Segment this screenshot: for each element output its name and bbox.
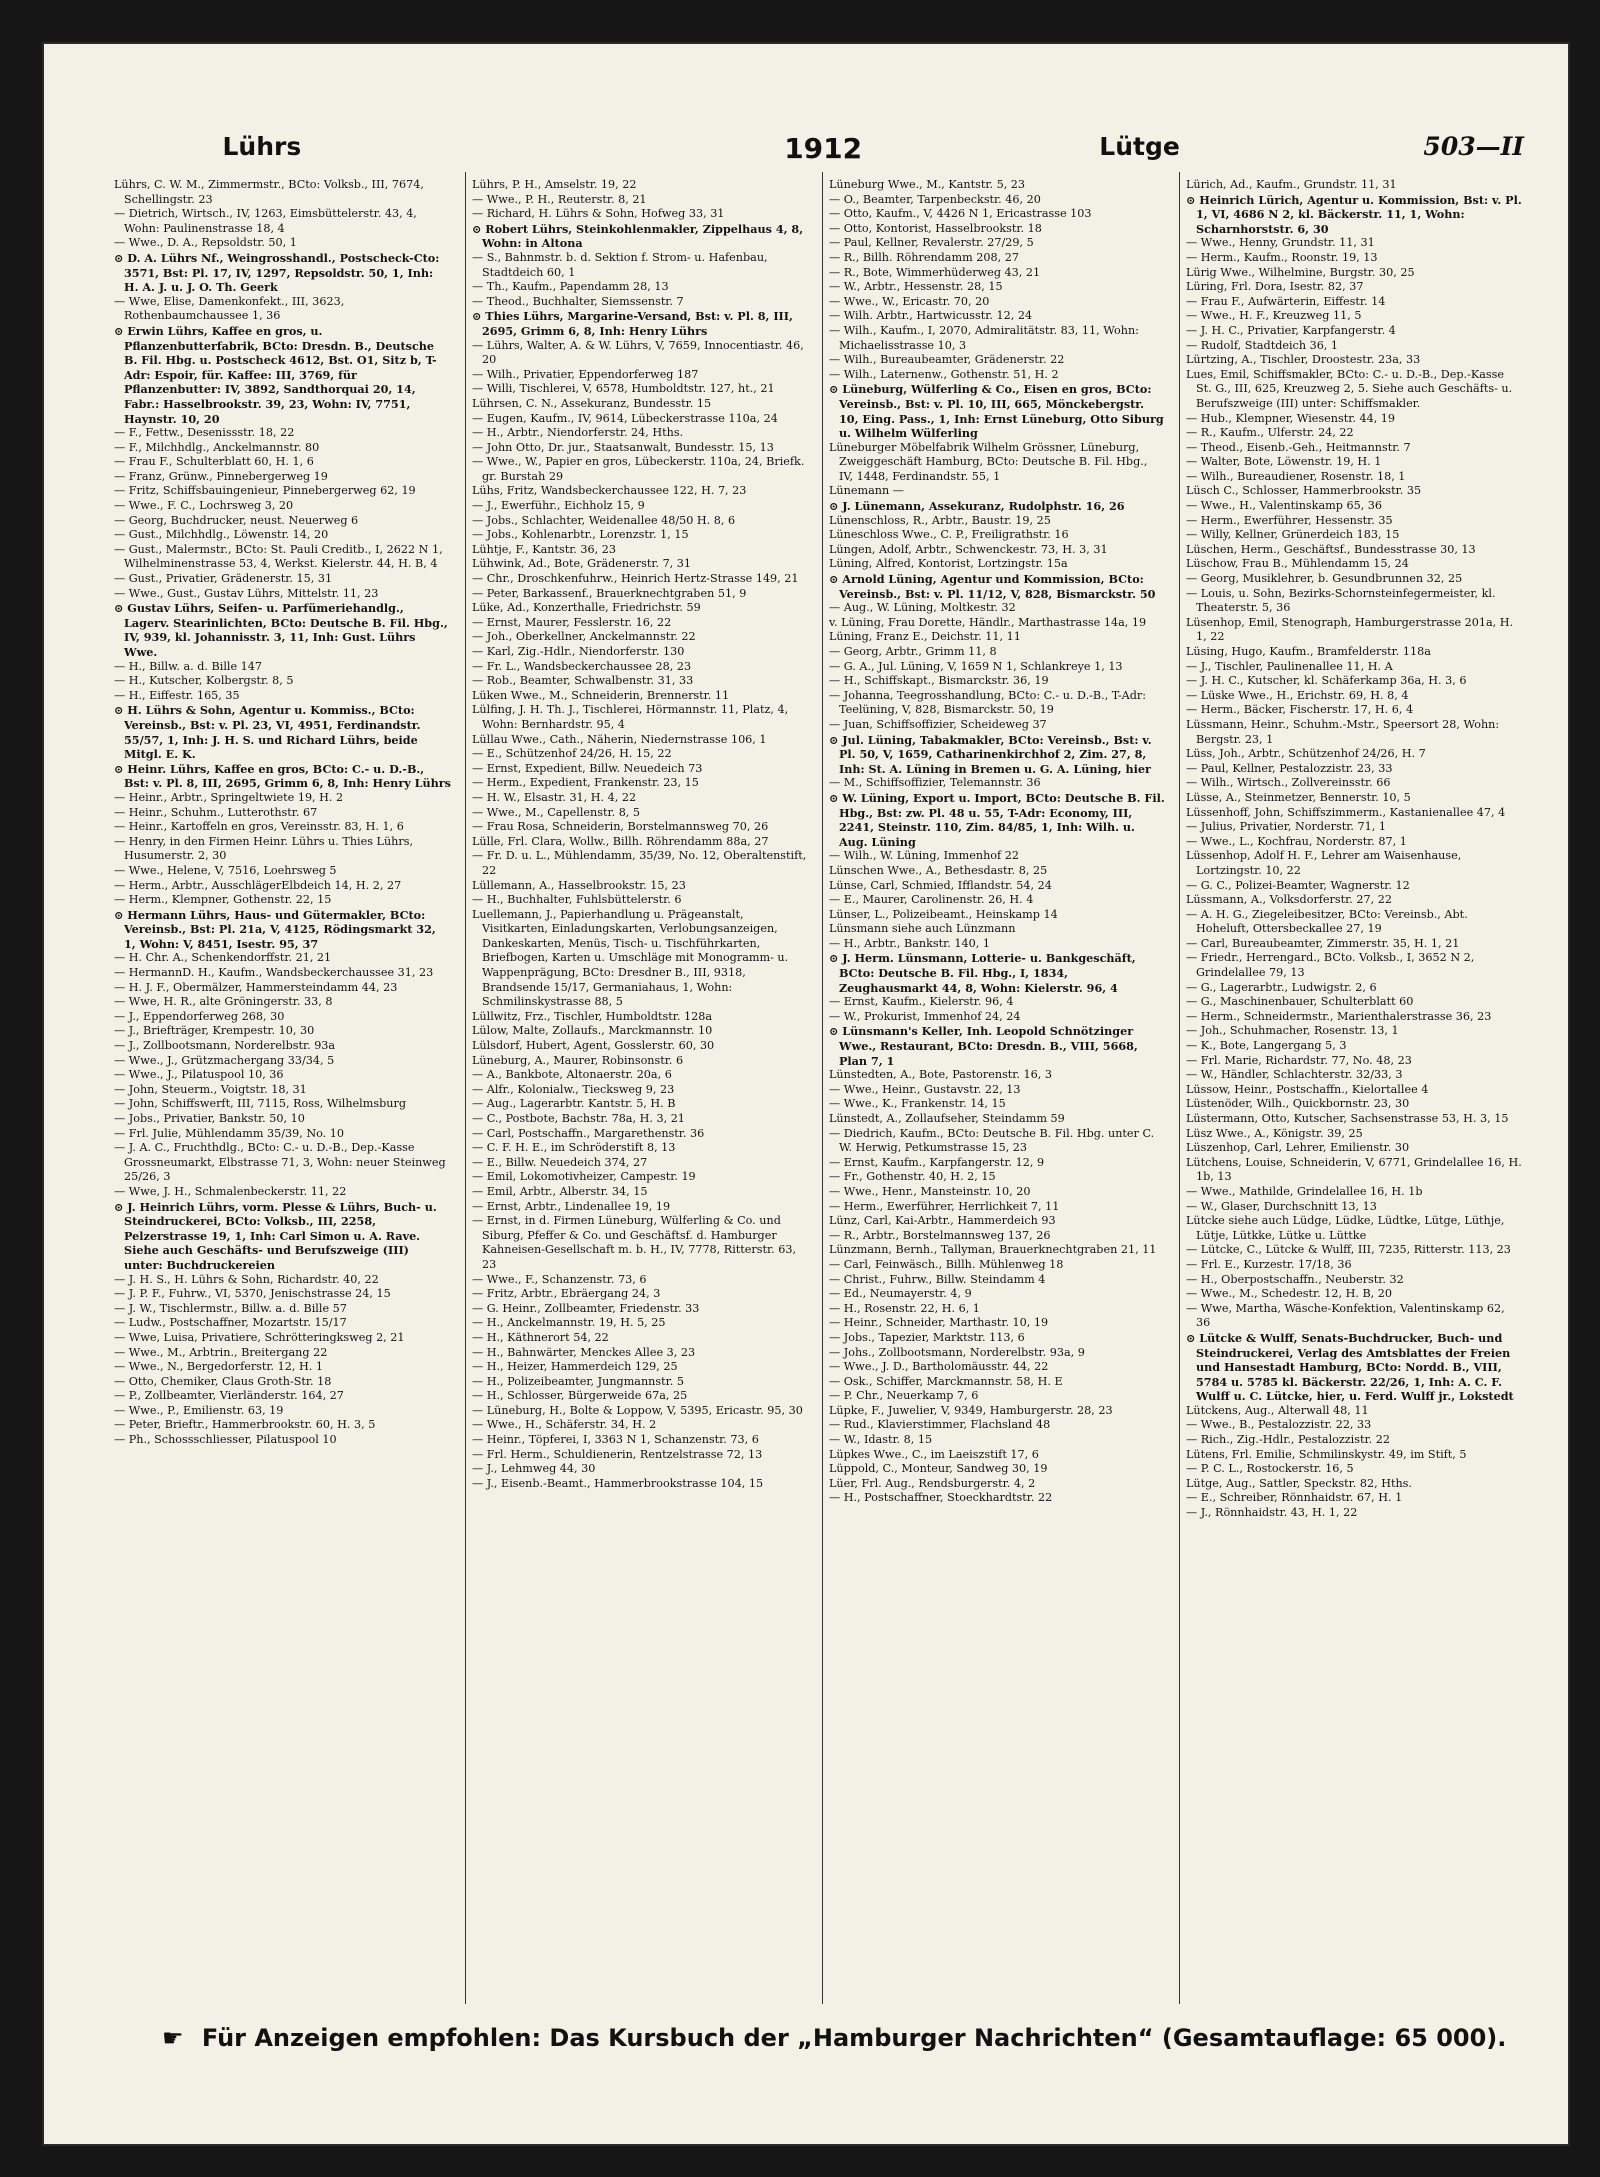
directory-entry: — J. H. C., Kutscher, kl. Schäferkamp 36a, H. 3, 6 (1186, 674, 1467, 688)
directory-entry: — Wwe., J., Pilatuspool 10, 36 (114, 1068, 284, 1082)
directory-entry: — Frl. Marie, Richardstr. 77, No. 48, 23 (1186, 1053, 1412, 1067)
directory-entry: — W., Arbtr., Hessenstr. 28, 15 (829, 280, 1003, 294)
directory-entry: Lüsing, Hugo, Kaufm., Bramfelderstr. 118a (1186, 645, 1431, 658)
directory-entry: Lüngen, Adolf, Arbtr., Schwenckestr. 73, H. 3, 31 (829, 542, 1108, 556)
directory-entry: — Wwe., Henr., Mansteinstr. 10, 20 (829, 1184, 1031, 1198)
entry-columns (108, 172, 1526, 2004)
directory-entry: Lühtje, F., Kantstr. 36, 23 (472, 542, 617, 556)
directory-entry: — Herm., Bäcker, Fischerstr. 17, H. 6, 4 (1186, 703, 1414, 717)
directory-entry: — Rich., Zig.-Hdlr., Pestalozzistr. 22 (1186, 1433, 1390, 1447)
header-last-name: Lütge (1099, 132, 1180, 161)
directory-entry: — C., Postbote, Bachstr. 78a, H. 3, 21 (472, 1112, 685, 1125)
directory-entry: — O., Beamter, Tarpenbeckstr. 46, 20 (829, 192, 1041, 206)
directory-entry: Lüneschloss Wwe., C. P., Freiligrathstr. 16 (829, 528, 1069, 542)
directory-entry: — Paul, Kellner, Revalerstr. 27/29, 5 (829, 236, 1034, 250)
directory-entry: — H., Käthnerort 54, 22 (472, 1330, 609, 1344)
directory-entry: — Rud., Klavierstimmer, Flachsland 48 (829, 1418, 1051, 1432)
directory-entry: Lürig Wwe., Wilhelmine, Burgstr. 30, 25 (1186, 265, 1415, 279)
directory-entry: — M., Schiffsoffizier, Telemannstr. 36 (829, 776, 1041, 790)
column-2 (465, 172, 812, 2004)
directory-entry: — H., Postschaffner, Stoeckhardtstr. 22 (829, 1491, 1053, 1505)
directory-entry: — Lütcke, C., Lütcke & Wulff, III, 7235, Ritterstr. 113, 23 (1186, 1243, 1511, 1257)
directory-entry: Lülow, Malte, Zollaufs., Marckmannstr. 10 (472, 1024, 713, 1038)
directory-entry: — J., Rönnhaidstr. 43, H. 1, 22 (1186, 1506, 1358, 1520)
directory-entry: Lüsse, A., Steinmetzer, Bennerstr. 10, 5 (1186, 790, 1411, 804)
directory-page (44, 44, 1568, 2144)
directory-entry: — Georg, Musiklehrer, b. Gesundbrunnen 32, 25 (1186, 572, 1463, 586)
directory-entry: — Georg, Buchdrucker, neust. Neuerweg 6 (114, 513, 359, 527)
directory-entry: — Juan, Schiffsoffizier, Scheideweg 37 (829, 717, 1047, 731)
directory-entry: — Wwe., Helene, V, 7516, Loehrsweg 5 (114, 863, 337, 877)
column-4 (1179, 172, 1526, 2004)
directory-entry: — Otto, Chemiker, Claus Groth-Str. 18 (114, 1374, 332, 1388)
directory-entry: ⊙ D. A. Lührs Nf., Weingrosshandl., Postscheck-Cto: 3571, Bst: Pl. 17, IV, 1297, Repsoldstr. 50, 1, Inh: H. A. J. u. J. O. Th. Geerk (114, 250, 440, 295)
directory-entry: — Peter, Barkassenf., Brauerknechtgraben 51, 9 (472, 586, 747, 600)
directory-entry: Lüss, Joh., Arbtr., Schützenhof 24/26, H. 7 (1186, 747, 1426, 761)
directory-entry: Lülsdorf, Hubert, Agent, Gosslerstr. 60, 30 (472, 1039, 715, 1053)
directory-entry: Lüllau Wwe., Cath., Näherin, Niedernstrasse 106, 1 (472, 732, 767, 746)
directory-entry: — Wilh., Bureaubeamter, Grädenerstr. 22 (829, 353, 1065, 367)
directory-entry: — H., Eiffestr. 165, 35 (114, 688, 240, 702)
directory-entry: Lütcke siehe auch Lüdge, Lüdke, Lüdtke, Lütge, Lüthje, Lütje, Lütkke, Lütke u. Lüttke (1186, 1214, 1505, 1242)
directory-entry: — Ed., Neumayerstr. 4, 9 (829, 1287, 972, 1301)
directory-entry: — Wwe., H. F., Kreuzweg 11, 5 (1186, 309, 1362, 323)
directory-entry: — Heinr., Töpferei, I, 3363 N 1, Schanzenstr. 73, 6 (472, 1433, 759, 1447)
directory-entry: — J., Tischler, Paulinenallee 11, H. A (1186, 659, 1393, 673)
footer-text: Für Anzeigen empfohlen: Das Kursbuch der „Hamburger Nachrichten“ (Gesamtauflage: 65 000). (201, 2024, 1507, 2052)
directory-entry: — Willi, Tischlerei, V, 6578, Humboldtstr. 127, ht., 21 (472, 382, 775, 396)
directory-entry: ⊙ Gustav Lührs, Seifen- u. Parfümeriehandlg., Lagerv. Stearinlichten, BCto: Deutsche B. Fil. Hbg., IV, 939, kl. Johannisstr. 3, 11, Inh: Gust. Lührs Wwe. (114, 601, 448, 659)
directory-entry: — Wwe., B., Pestalozzistr. 22, 33 (1186, 1418, 1372, 1432)
directory-entry: Lüssmann, Heinr., Schuhm.-Mstr., Speersort 28, Wohn: Bergstr. 23, 1 (1186, 717, 1500, 746)
directory-entry: — Richard, H. Lührs & Sohn, Hofweg 33, 31 (472, 207, 725, 221)
directory-entry: ⊙ Heinr. Lührs, Kaffee en gros, BCto: C.- u. D.-B., Bst: v. Pl. 8, III, 2695, Grimm 6, 8, Inh: Henry Lührs (114, 761, 451, 791)
directory-entry: — H., Bahnwärter, Menckes Allee 3, 23 (472, 1345, 696, 1359)
directory-entry: — Ernst, Expedient, Billw. Neuedeich 73 (472, 761, 703, 775)
directory-entry: — HermannD. H., Kaufm., Wandsbeckerchaussee 31, 23 (114, 966, 434, 980)
directory-entry: Lührs, C. W. M., Zimmermstr., BCto: Volksb., III, 7674, Schellingstr. 23 (114, 178, 424, 206)
directory-entry: — Rudolf, Stadtdeich 36, 1 (1186, 338, 1339, 352)
directory-entry: — E., Maurer, Carolinenstr. 26, H. 4 (829, 893, 1034, 907)
directory-entry: Lünstedten, A., Bote, Pastorenstr. 16, 3 (829, 1068, 1052, 1082)
directory-entry: Luellemann, J., Papierhandlung u. Prägeanstalt, Visitkarten, Einladungskarten, Verlobungsanzeigen, Dankeskarten, Menüs, Tisch- u. Tischführkarten, Briefbogen, Karten u. Umschläge mit Monogramm- u. Wappenprägung, BCto: Dresdner B., III, 9318, Brandsende 15/17, Germaniahaus, 1, Wohn: Schmilinskystrasse 88, 5 (472, 907, 789, 1009)
directory-entry: — Wilh., W. Lüning, Immenhof 22 (829, 849, 1019, 863)
directory-entry: Lüschow, Frau B., Mühlendamm 15, 24 (1186, 557, 1409, 571)
directory-entry: Lüken Wwe., M., Schneiderin, Brennerstr. 11 (472, 688, 730, 702)
directory-entry: — A., Bankbote, Altonaerstr. 20a, 6 (472, 1068, 672, 1082)
directory-entry: ⊙ Lüneburg, Wülferling & Co., Eisen en gros, BCto: Vereinsb., Bst: v. Pl. 10, III, 665, Mönckebergstr. 10, Eing. Pass., 1, Inh: Ernst Lüneburg, Otto Siburg u. Wilhelm Wülferling (829, 382, 1164, 441)
directory-entry: Lüssmann, A., Volksdorferstr. 27, 22 (1186, 893, 1392, 907)
directory-entry: — Frau F., Schulterblatt 60, H. 1, 6 (114, 455, 314, 469)
directory-entry: — Heinr., Schneider, Marthastr. 10, 19 (829, 1316, 1049, 1330)
directory-entry: Lüppold, C., Monteur, Sandweg 30, 19 (829, 1462, 1048, 1476)
directory-entry: Lütckens, Aug., Alterwall 48, 11 (1186, 1403, 1369, 1417)
directory-entry: — Theod., Eisenb.-Geh., Heitmannstr. 7 (1186, 440, 1411, 454)
directory-entry: Lüssenhop, Adolf H. F., Lehrer am Waisenhause, Lortzingstr. 10, 22 (1186, 849, 1462, 877)
directory-entry: Lüke, Ad., Konzerthalle, Friedrichstr. 59 (472, 601, 701, 615)
directory-entry: — Herm., Ewerführer, Hessenstr. 35 (1186, 513, 1393, 527)
directory-entry: — Wwe., M., Capellenstr. 8, 5 (472, 805, 641, 819)
directory-entry: — Gust., Milchhdlg., Löwenstr. 14, 20 (114, 528, 329, 542)
directory-entry: ⊙ Hermann Lührs, Haus- und Gütermakler, BCto: Vereinsb., Bst: Pl. 21a, V, 4125, Rödingsmarkt 32, 1, Wohn: V, 8451, Isestr. 95, 37 (114, 907, 436, 951)
directory-entry: Lüneburg, A., Maurer, Robinsonstr. 6 (472, 1053, 684, 1067)
directory-entry: Lütchens, Louise, Schneiderin, V, 6771, Grindelallee 16, H. 1b, 13 (1186, 1155, 1522, 1184)
directory-entry: ⊙ Robert Lührs, Steinkohlenmakler, Zippelhaus 4, 8, Wohn: in Altona (472, 221, 804, 251)
directory-entry: Lüring, Frl. Dora, Isestr. 82, 37 (1186, 280, 1364, 294)
directory-entry: — Otto, Kontorist, Hasselbrookstr. 18 (829, 221, 1042, 235)
directory-entry: — Ludw., Postschaffner, Mozartstr. 15/17 (114, 1316, 347, 1330)
directory-entry: — Frl. Julie, Mühlendamm 35/39, No. 10 (114, 1126, 345, 1140)
directory-entry: Lürich, Ad., Kaufm., Grundstr. 11, 31 (1186, 178, 1397, 191)
advertisement-footer (162, 2024, 1528, 2060)
directory-entry: Lülle, Frl. Clara, Wollw., Billh. Röhrendamm 88a, 27 (472, 834, 769, 848)
directory-entry: — S., Bahnmstr. b. d. Sektion f. Strom- u. Hafenbau, Stadtdeich 60, 1 (472, 250, 768, 279)
directory-entry: — C. F. H. E., im Schröderstift 8, 13 (472, 1141, 676, 1155)
directory-entry: — Fr., Gothenstr. 40, H. 2, 15 (829, 1170, 996, 1184)
directory-entry: Lünemann — (829, 484, 904, 498)
directory-entry: — R., Kaufm., Ulferstr. 24, 22 (1186, 426, 1354, 440)
directory-entry: Lünz, Carl, Kai-Arbtr., Hammerdeich 93 (829, 1214, 1056, 1228)
directory-entry: Lünstedt, A., Zollaufseher, Steindamm 59 (829, 1112, 1065, 1125)
directory-entry: — Fr. D. u. L., Mühlendamm, 35/39, No. 12, Oberaltenstift, 22 (472, 849, 807, 877)
directory-entry: — Herm., Ewerführer, Herrlichkeit 7, 11 (829, 1199, 1060, 1213)
directory-entry: — Wwe., L., Kochfrau, Norderstr. 87, 1 (1186, 834, 1407, 848)
directory-entry: ⊙ Erwin Lührs, Kaffee en gros, u. Pflanzenbutterfabrik, BCto: Dresdn. B., Deutsche B. Fil. Hbg. u. Postscheck 4612, Bst. O1, Sitz b, T-Adr: Espoir, für. Kaffee: III, 3769, für Pflanzenbutter: IV, 3892, Sandthorquai 20, 14, Fabr.: Hasselbrookstr. 39, 23, Wohn: IV, 7751, Haynstr. 10, 20 (114, 323, 437, 426)
directory-entry: — J. H. S., H. Lührs & Sohn, Richardstr. 40, 22 (114, 1272, 379, 1286)
directory-entry: — Jobs., Schlachter, Weidenallee 48/50 H. 8, 6 (472, 513, 736, 527)
directory-entry: — H., Oberpostschaffn., Neuberstr. 32 (1186, 1272, 1404, 1286)
directory-entry: — Wwe., Henny, Grundstr. 11, 31 (1186, 236, 1375, 250)
directory-entry: — Wilh., Privatier, Eppendorferweg 187 (472, 367, 699, 381)
directory-entry: — J., Ewerführ., Eichholz 15, 9 (472, 499, 645, 513)
directory-entry: — Jobs., Kohlenarbtr., Lorenzstr. 1, 15 (472, 528, 689, 542)
directory-entry: Lüschen, Herm., Geschäftsf., Bundesstrasse 30, 13 (1186, 542, 1476, 556)
directory-entry: Lüllemann, A., Hasselbrookstr. 15, 23 (472, 878, 686, 892)
directory-entry: — E., Schützenhof 24/26, H. 15, 22 (472, 747, 672, 761)
directory-entry: — W., Prokurist, Immenhof 24, 24 (829, 1009, 1021, 1023)
directory-entry: Lüpkes Wwe., C., im Laeiszstift 17, 6 (829, 1447, 1039, 1461)
directory-entry: — Peter, Brieftr., Hammerbrookstr. 60, H. 3, 5 (114, 1418, 376, 1432)
directory-entry: Lüning, Alfred, Kontorist, Lortzingstr. 15a (829, 557, 1068, 571)
directory-entry: — H., Anckelmannstr. 19, H. 5, 25 (472, 1316, 666, 1330)
directory-entry: — Wilh., Bureaudiener, Rosenstr. 18, 1 (1186, 469, 1406, 483)
directory-entry: — Joh., Schuhmacher, Rosenstr. 13, 1 (1186, 1024, 1399, 1038)
directory-entry: ⊙ J. Lünemann, Assekuranz, Rudolphstr. 16, 26 (829, 499, 1125, 514)
directory-entry: — Wwe., W., Papier en gros, Lübeckerstr. 110a, 24, Briefk. gr. Burstah 29 (472, 455, 805, 483)
directory-entry: — John, Schiffswerft, III, 7115, Ross, Wilhelmsburg (114, 1097, 406, 1111)
directory-entry: — Friedr., Herrengard., BCto. Volksb., I, 3652 N 2, Grindelallee 79, 13 (1186, 951, 1475, 980)
directory-entry: — H., Rosenstr. 22, H. 6, 1 (829, 1301, 980, 1315)
directory-entry: — Herm., Kaufm., Roonstr. 19, 13 (1186, 250, 1378, 264)
directory-entry: — Heinr., Schuhm., Lutterothstr. 67 (114, 805, 318, 819)
directory-entry: — H., Polizeibeamter, Jungmannstr. 5 (472, 1374, 684, 1388)
directory-entry: — Henry, in den Firmen Heinr. Lührs u. Thies Lührs, Husumerstr. 2, 30 (114, 834, 414, 863)
directory-entry: Lüsch C., Schlosser, Hammerbrookstr. 35 (1186, 484, 1422, 498)
directory-entry: ⊙ Lünsmann's Keller, Inh. Leopold Schnötzinger Wwe., Restaurant, BCto: Dresdn. B., VIII, 5668, Plan 7, 1 (829, 1024, 1138, 1068)
directory-entry: — Wwe., P. H., Reuterstr. 8, 21 (472, 192, 647, 206)
directory-entry: — Carl, Postschaffn., Margarethenstr. 36 (472, 1126, 705, 1140)
directory-entry: Lüstenöder, Wilh., Quickbornstr. 23, 30 (1186, 1097, 1410, 1111)
directory-entry: — Diedrich, Kaufm., BCto: Deutsche B. Fil. Hbg. unter C. W. Herwig, Petkumstrasse 15, 23 (829, 1126, 1155, 1155)
directory-entry: — Carl, Feinwäsch., Billh. Mühlenweg 18 (829, 1257, 1064, 1271)
directory-entry: — Wwe., W., Ericastr. 70, 20 (829, 294, 990, 308)
directory-entry: — Jobs., Tapezier, Marktstr. 113, 6 (829, 1330, 1025, 1344)
directory-entry: ⊙ W. Lüning, Export u. Import, BCto: Deutsche B. Fil. Hbg., Bst: zw. Pl. 48 u. 55, T-Adr: Economy, III, 2241, Steinstr. 110, Zim. 84/85, 1, Inh: Wilh. u. Aug. Lüning (829, 790, 1165, 849)
directory-entry: Lüssow, Heinr., Postschaffn., Kielortallee 4 (1186, 1082, 1429, 1096)
directory-entry: — Wwe., F., Schanzenstr. 73, 6 (472, 1272, 647, 1286)
directory-entry: — W., Glaser, Durchschnitt 13, 13 (1186, 1199, 1377, 1213)
directory-entry: Lühs, Fritz, Wandsbeckerchaussee 122, H. 7, 23 (472, 484, 747, 498)
directory-entry: — Lührs, Walter, A. & W. Lührs, V, 7659, Innocentiastr. 46, 20 (472, 338, 804, 367)
directory-entry: — Aug., W. Lüning, Moltkestr. 32 (829, 601, 1016, 615)
directory-entry: Lues, Emil, Schiffsmakler, BCto: C.- u. D.-B., Dep.-Kasse St. G., III, 625, Kreuzweg 2, 5. Siehe auch Geschäfts- u. Berufszweige (III) unter: Schiffsmakler. (1186, 367, 1513, 410)
directory-entry: Lüszenhop, Carl, Lehrer, Emilienstr. 30 (1186, 1141, 1410, 1155)
directory-entry: — A. H. G., Ziegeleibesitzer, BCto: Vereinsb., Abt. Hoheluft, Ottersbeckallee 27, 19 (1186, 907, 1468, 936)
directory-entry: v. Lüning, Frau Dorette, Händlr., Marthastrasse 14a, 19 (829, 615, 1147, 629)
directory-entry: — Frl. Herm., Schuldienerin, Rentzelstrasse 72, 13 (472, 1447, 763, 1461)
directory-entry: — E., Schreiber, Rönnhaidstr. 67, H. 1 (1186, 1491, 1403, 1505)
directory-entry: — F., Fettw., Desenissstr. 18, 22 (114, 426, 295, 440)
directory-entry: Lüer, Frl. Aug., Rendsburgerstr. 4, 2 (829, 1476, 1036, 1490)
directory-entry: Lüneburger Möbelfabrik Wilhelm Grössner, Lüneburg, Zweiggeschäft Hamburg, BCto: Deutsche B. Fil. Hbg., IV, 1448, Ferdinandstr. 55, 1 (829, 440, 1148, 483)
directory-entry: — P. Chr., Neuerkamp 7, 6 (829, 1389, 979, 1403)
directory-entry: — Fr. L., Wandsbeckerchaussee 28, 23 (472, 659, 692, 673)
directory-entry: — Aug., Lagerarbtr. Kantstr. 5, H. B (472, 1097, 676, 1111)
directory-entry: — Christ., Fuhrw., Billw. Steindamm 4 (829, 1272, 1046, 1286)
directory-entry: Lührsen, C. N., Assekuranz, Bundesstr. 15 (472, 396, 712, 410)
directory-entry: — H., Schlosser, Bürgerweide 67a, 25 (472, 1389, 688, 1403)
directory-entry: — Ernst, Kaufm., Kielerstr. 96, 4 (829, 995, 1014, 1009)
directory-entry: — Ph., Schossschliesser, Pilatuspool 10 (114, 1433, 337, 1447)
directory-entry: — J. W., Tischlermstr., Billw. a. d. Bille 57 (114, 1301, 347, 1315)
directory-entry: — Theod., Buchhalter, Siemssenstr. 7 (472, 294, 684, 308)
directory-entry: — Ernst, Arbtr., Lindenallee 19, 19 (472, 1199, 671, 1213)
header-page-number: 503—II (1423, 132, 1524, 161)
directory-entry: Lüneburg Wwe., M., Kantstr. 5, 23 (829, 178, 1026, 191)
directory-entry: — Julius, Privatier, Norderstr. 71, 1 (1186, 820, 1386, 834)
directory-entry: — R., Billh. Röhrendamm 208, 27 (829, 250, 1019, 264)
directory-entry: — H., Arbtr., Bankstr. 140, 1 (829, 936, 990, 950)
directory-entry: Lührs, P. H., Amselstr. 19, 22 (472, 178, 637, 191)
directory-entry: — Wwe., J., Grützmachergang 33/34, 5 (114, 1053, 335, 1067)
directory-entry: — John, Steuerm., Voigtstr. 18, 31 (114, 1082, 307, 1096)
directory-entry: — Wwe., K., Frankenstr. 14, 15 (829, 1097, 1006, 1111)
directory-entry: — G. A., Jul. Lüning, V, 1659 N 1, Schlankreye 1, 13 (829, 659, 1123, 673)
column-3 (822, 172, 1169, 2004)
directory-entry: — R., Bote, Wimmerhüderweg 43, 21 (829, 265, 1041, 279)
directory-entry: — G. Heinr., Zollbeamter, Friedenstr. 33 (472, 1301, 700, 1315)
directory-entry: — Johs., Zollbootsmann, Norderelbstr. 93a, 9 (829, 1345, 1085, 1359)
directory-entry: — Wwe., F. C., Lochrsweg 3, 20 (114, 499, 294, 513)
directory-entry: Lüssenhoff, John, Schiffszimmerm., Kastanienallee 47, 4 (1186, 805, 1506, 819)
directory-entry: — Ernst, Maurer, Fesslerstr. 16, 22 (472, 615, 672, 629)
header-first-name: Lührs (222, 132, 302, 161)
directory-entry: — Herm., Expedient, Frankenstr. 23, 15 (472, 776, 699, 790)
directory-entry: ⊙ Jul. Lüning, Tabakmakler, BCto: Vereinsb., Bst: v. Pl. 50, V, 1659, Catharinenkirchhof 2, Zim. 27, 8, Inh: St. A. Lüning in Bremen u. G. A. Lüning, hier (829, 732, 1152, 776)
directory-entry: — Gust., Privatier, Grädenerstr. 15, 31 (114, 572, 333, 586)
directory-entry: Lüsz Wwe., A., Königstr. 39, 25 (1186, 1126, 1363, 1140)
directory-entry: — Wilh., Laternenw., Gothenstr. 51, H. 2 (829, 367, 1059, 381)
directory-entry: Lülfing, J. H. Th. J., Tischlerei, Hörmannstr. 11, Platz, 4, Wohn: Bernhardstr. 95, 4 (472, 703, 789, 731)
directory-entry: — J., Lehmweg 44, 30 (472, 1462, 596, 1476)
directory-entry: — K., Bote, Langergang 5, 3 (1186, 1039, 1347, 1053)
directory-entry: — Wwe, Luisa, Privatiere, Schrötteringksweg 2, 21 (114, 1330, 405, 1344)
directory-entry: Lürtzing, A., Tischler, Droostestr. 23a, 33 (1186, 353, 1421, 367)
directory-entry: — H., Schiffskapt., Bismarckstr. 36, 19 (829, 674, 1049, 688)
directory-entry: Lünser, L., Polizeibeamt., Heinskamp 14 (829, 907, 1058, 921)
directory-entry: Lünenschloss, R., Arbtr., Baustr. 19, 25 (829, 513, 1051, 527)
header-year: 1912 (784, 132, 863, 165)
directory-entry: — Alfr., Kolonialw., Tiecksweg 9, 23 (472, 1082, 675, 1096)
directory-entry: — Wilh., Wirtsch., Zollvereinsstr. 66 (1186, 776, 1391, 790)
directory-entry: — E., Billw. Neuedeich 374, 27 (472, 1155, 648, 1169)
directory-entry: Lütens, Frl. Emilie, Schmilinskystr. 49, im Stift, 5 (1186, 1447, 1467, 1461)
directory-entry: — Joh., Oberkellner, Anckelmannstr. 22 (472, 630, 696, 644)
directory-entry: — W., Idastr. 8, 15 (829, 1433, 933, 1447)
directory-entry: Lünschen Wwe., A., Bethesdastr. 8, 25 (829, 863, 1048, 877)
directory-entry: — Herm., Klempner, Gothenstr. 22, 15 (114, 893, 332, 907)
directory-entry: — Heinr., Arbtr., Springeltwiete 19, H. 2 (114, 790, 344, 804)
directory-entry: Lüsenhop, Emil, Stenograph, Hamburgerstrasse 201a, H. 1, 22 (1186, 615, 1514, 644)
directory-entry: — Ernst, in d. Firmen Lüneburg, Wülferling & Co. und Siburg, Pfeffer & Co. und Geschäftsf. d. Hamburger Kahneisen-Gesellschaft m. b. H., IV, 7778, Ritterstr. 63, 23 (472, 1214, 797, 1271)
directory-entry: — Wwe., D. A., Repsoldstr. 50, 1 (114, 236, 297, 250)
directory-entry: — Osk., Schiffer, Marckmannstr. 58, H. E (829, 1374, 1063, 1388)
directory-entry: — Frau Rosa, Schneiderin, Borstelmannsweg 70, 26 (472, 820, 769, 834)
directory-entry: — P. C. L., Rostockerstr. 16, 5 (1186, 1462, 1354, 1476)
directory-entry: — H., Buchhalter, Fuhlsbüttelerstr. 6 (472, 893, 682, 907)
directory-entry: — Emil, Arbtr., Alberstr. 34, 15 (472, 1184, 648, 1198)
directory-entry: — Wwe., Heinr., Gustavstr. 22, 13 (829, 1082, 1021, 1096)
directory-entry: — Johanna, Teegrosshandlung, BCto: C.- u. D.-B., T-Adr: Teelüning, V, 828, Bismarckstr. 50, 19 (829, 688, 1146, 717)
directory-entry: — Georg, Arbtr., Grimm 11, 8 (829, 645, 997, 658)
directory-entry: ⊙ J. Heinrich Lührs, vorm. Plesse & Lührs, Buch- u. Steindruckerei, BCto: Volksb., III, 2258, Pelzerstrasse 19, 1, Inh: Carl Simon u. A. Rave. Siehe auch Geschäfts- und Berufszweige (III) unter: Buchdruckereien (114, 1199, 437, 1272)
directory-entry: — Th., Kaufm., Papendamm 28, 13 (472, 280, 669, 294)
directory-entry: — J. H. C., Privatier, Karpfangerstr. 4 (1186, 323, 1396, 337)
directory-entry: — G., Lagerarbtr., Ludwigstr. 2, 6 (1186, 980, 1377, 994)
directory-entry: — J., Eppendorferweg 268, 30 (114, 1009, 285, 1023)
directory-entry: — Wwe, J. H., Schmalenbeckerstr. 11, 22 (114, 1184, 347, 1198)
directory-entry: ⊙ Heinrich Lürich, Agentur u. Kommission, Bst: v. Pl. 1, VI, 4686 N 2, kl. Bäckerstr. 11, 1, Wohn: Scharnhorststr. 6, 30 (1186, 192, 1522, 236)
directory-entry: — Wwe., N., Bergedorferstr. 12, H. 1 (114, 1360, 323, 1374)
directory-entry: — Jobs., Privatier, Bankstr. 50, 10 (114, 1112, 305, 1125)
directory-entry: — H., Billw. a. d. Bille 147 (114, 659, 263, 673)
directory-entry: — Walter, Bote, Löwenstr. 19, H. 1 (1186, 455, 1382, 469)
directory-entry: — Otto, Kaufm., V, 4426 N 1, Ericastrasse 103 (829, 207, 1092, 221)
directory-entry: — Wwe, H. R., alte Gröningerstr. 33, 8 (114, 995, 333, 1009)
directory-entry: — Herm., Schneidermstr., Marienthalerstrasse 36, 23 (1186, 1009, 1492, 1023)
directory-entry: — Frau F., Aufwärterin, Eiffestr. 14 (1186, 294, 1386, 308)
directory-entry: — Herm., Arbtr., AusschlägerElbdeich 14, H. 2, 27 (114, 878, 402, 892)
directory-entry: — Wwe, Martha, Wäsche-Konfektion, Valentinskamp 62, 36 (1186, 1301, 1505, 1330)
directory-entry: — Wwe., Gust., Gustav Lührs, Mittelstr. 11, 23 (114, 586, 379, 600)
directory-entry: — Hub., Klempner, Wiesenstr. 44, 19 (1186, 411, 1396, 425)
directory-entry: — H. W., Elsastr. 31, H. 4, 22 (472, 790, 637, 804)
pointing-hand-icon: ☛ (162, 2024, 184, 2052)
directory-entry: — H., Heizer, Hammerdeich 129, 25 (472, 1360, 678, 1374)
directory-entry: — Gust., Malermstr., BCto: St. Pauli Creditb., I, 2622 N 1, Wilhelminenstrasse 53, 4, Werkst. Kielerstr. 44, H. B, 4 (114, 542, 443, 571)
directory-entry: — Emil, Lokomotivheizer, Campestr. 19 (472, 1170, 696, 1184)
directory-entry: — J., Eisenb.-Beamt., Hammerbrookstrasse 104, 15 (472, 1476, 764, 1490)
directory-entry: — F., Milchhdlg., Anckelmannstr. 80 (114, 440, 320, 454)
directory-entry: — John Otto, Dr. jur., Staatsanwalt, Bundesstr. 15, 13 (472, 440, 774, 454)
directory-entry: Lüning, Franz E., Deichstr. 11, 11 (829, 630, 1021, 644)
directory-entry: — Wwe., M., Schedestr. 12, H. B, 20 (1186, 1287, 1393, 1301)
directory-entry: — H. Chr. A., Schenkendorffstr. 21, 21 (114, 951, 332, 965)
directory-entry: — R., Arbtr., Borstelmannsweg 137, 26 (829, 1228, 1051, 1242)
directory-entry: ⊙ J. Herm. Lünsmann, Lotterie- u. Bankgeschäft, BCto: Deutsche B. Fil. Hbg., I, 1834, Zeughausmarkt 44, 8, Wohn: Kielerstr. 96, 4 (829, 951, 1136, 995)
directory-entry: ⊙ Thies Lührs, Margarine-Versand, Bst: v. Pl. 8, III, 2695, Grimm 6, 8, Inh: Henry Lührs (472, 309, 793, 338)
directory-entry: — Wwe, Elise, Damenkonfekt., III, 3623, Rothenbaumchaussee 1, 36 (114, 294, 345, 323)
directory-entry: — Carl, Bureaubeamter, Zimmerstr. 35, H. 1, 21 (1186, 936, 1460, 950)
directory-entry: — Wwe., P., Emilienstr. 63, 19 (114, 1403, 284, 1417)
directory-entry: — H. J. F., Obermälzer, Hammersteindamm 44, 23 (114, 980, 398, 994)
directory-entry: Lüstermann, Otto, Kutscher, Sachsenstrasse 53, H. 3, 15 (1186, 1112, 1509, 1125)
directory-entry: — J. A. C., Fruchthdlg., BCto: C.- u. D.-B., Dep.-Kasse Grossneumarkt, Elbstrasse 71, 3, Wohn: neuer Steinweg 25/26, 3 (114, 1141, 446, 1184)
directory-entry: — Fritz, Schiffsbauingenieur, Pinnebergerweg 62, 19 (114, 484, 416, 498)
directory-entry: — Frl. E., Kurzestr. 17/18, 36 (1186, 1257, 1352, 1271)
directory-entry: ⊙ Lütcke & Wulff, Senats-Buchdrucker, Buch- und Steindruckerei, Verlag des Amtsblattes der Freien und Hansestadt Hamburg, BCto: Nordd. B., VIII, 5784 u. 5785 kl. Bäckerstr. 22/26, 1, Inh: A. C. F. Wulff u. C. Lütcke, hier, u. Ferd. Wulff jr., Lokstedt (1186, 1330, 1514, 1404)
directory-entry: — Rob., Beamter, Schwalbenstr. 31, 33 (472, 674, 694, 688)
directory-entry: Lüpke, F., Juwelier, V, 9349, Hamburgerstr. 28, 23 (829, 1403, 1113, 1417)
directory-entry: — Wwe., H., Valentinskamp 65, 36 (1186, 499, 1383, 513)
directory-entry: — Wilh. Arbtr., Hartwicusstr. 12, 24 (829, 309, 1033, 323)
directory-entry: — P., Zollbeamter, Vierländerstr. 164, 27 (114, 1389, 344, 1403)
directory-entry: — Wwe., H., Schäferstr. 34, H. 2 (472, 1418, 657, 1432)
directory-entry: — Lüneburg, H., Bolte & Loppow, V, 5395, Ericastr. 95, 30 (472, 1403, 803, 1417)
directory-entry: — Willy, Kellner, Grünerdeich 183, 15 (1186, 528, 1400, 542)
directory-entry: — Wwe., M., Arbtrin., Breitergang 22 (114, 1345, 328, 1359)
directory-entry: Lüllwitz, Frz., Tischler, Humboldtstr. 128a (472, 1009, 712, 1023)
directory-entry: — Chr., Droschkenfuhrw., Heinrich Hertz-Strasse 149, 21 (472, 572, 799, 586)
directory-entry: Lünzmann, Bernh., Tallyman, Brauerknechtgraben 21, 11 (829, 1243, 1157, 1257)
directory-entry: ⊙ H. Lührs & Sohn, Agentur u. Kommiss., BCto: Vereinsb., Bst: v. Pl. 23, VI, 4951, Ferdinandstr. 55/57, 1, Inh: J. H. S. und Richard Lührs, beide Mitgl. E. K. (114, 703, 421, 762)
directory-entry: — J. P. F., Fuhrw., VI, 5370, Jenischstrasse 24, 15 (114, 1287, 391, 1301)
directory-entry: — Fritz, Arbtr., Ebräergang 24, 3 (472, 1287, 661, 1301)
directory-entry: — G., Maschinenbauer, Schulterblatt 60 (1186, 995, 1414, 1009)
directory-entry: — Dietrich, Wirtsch., IV, 1263, Eimsbüttelerstr. 43, 4, Wohn: Paulinenstrasse 18, 4 (114, 207, 417, 235)
directory-entry: — G. C., Polizei-Beamter, Wagnerstr. 12 (1186, 878, 1410, 892)
directory-entry: Lütge, Aug., Sattler, Speckstr. 82, Hths. (1186, 1476, 1412, 1490)
directory-entry: — Louis, u. Sohn, Bezirks-Schornsteinfegermeister, kl. Theaterstr. 5, 36 (1186, 586, 1496, 615)
directory-entry: — J., Zollbootsmann, Norderelbstr. 93a (114, 1039, 336, 1053)
directory-entry: — Lüske Wwe., H., Erichstr. 69, H. 8, 4 (1186, 688, 1409, 702)
directory-entry: — W., Händler, Schlachterstr. 32/33, 3 (1186, 1068, 1403, 1082)
directory-entry: — Paul, Kellner, Pestalozzistr. 23, 33 (1186, 761, 1393, 775)
directory-entry: — J., Briefträger, Krempestr. 10, 30 (114, 1024, 315, 1038)
directory-entry: — H., Kutscher, Kolbergstr. 8, 5 (114, 674, 294, 688)
column-1 (108, 172, 455, 2004)
directory-entry: — Franz, Grünw., Pinnebergerweg 19 (114, 469, 328, 483)
directory-entry: — Ernst, Kaufm., Karpfangerstr. 12, 9 (829, 1155, 1045, 1169)
directory-entry: — Wwe., J. D., Bartholomäusstr. 44, 22 (829, 1360, 1049, 1374)
directory-entry: Lühwink, Ad., Bote, Grädenerstr. 7, 31 (472, 557, 692, 571)
directory-entry: — Wilh., Kaufm., I, 2070, Admiralitätstr. 83, 11, Wohn: Michaelisstrasse 10, 3 (829, 323, 1139, 352)
directory-entry: Lünse, Carl, Schmied, Ifflandstr. 54, 24 (829, 878, 1052, 892)
directory-entry: — Heinr., Kartoffeln en gros, Vereinsstr. 83, H. 1, 6 (114, 820, 404, 834)
directory-entry: — Eugen, Kaufm., IV, 9614, Lübeckerstrasse 110a, 24 (472, 411, 778, 425)
directory-entry: — H., Arbtr., Niendorferstr. 24, Hths. (472, 426, 684, 440)
directory-entry: — Wwe., Mathilde, Grindelallee 16, H. 1b (1186, 1184, 1423, 1198)
directory-entry: Lünsmann siehe auch Lünzmann (829, 922, 1016, 936)
directory-entry: ⊙ Arnold Lüning, Agentur und Kommission, BCto: Vereinsb., Bst: v. Pl. 11/12, V, 828, Bismarckstr. 50 (829, 572, 1156, 601)
directory-entry: — Karl, Zig.-Hdlr., Niendorferstr. 130 (472, 645, 685, 658)
